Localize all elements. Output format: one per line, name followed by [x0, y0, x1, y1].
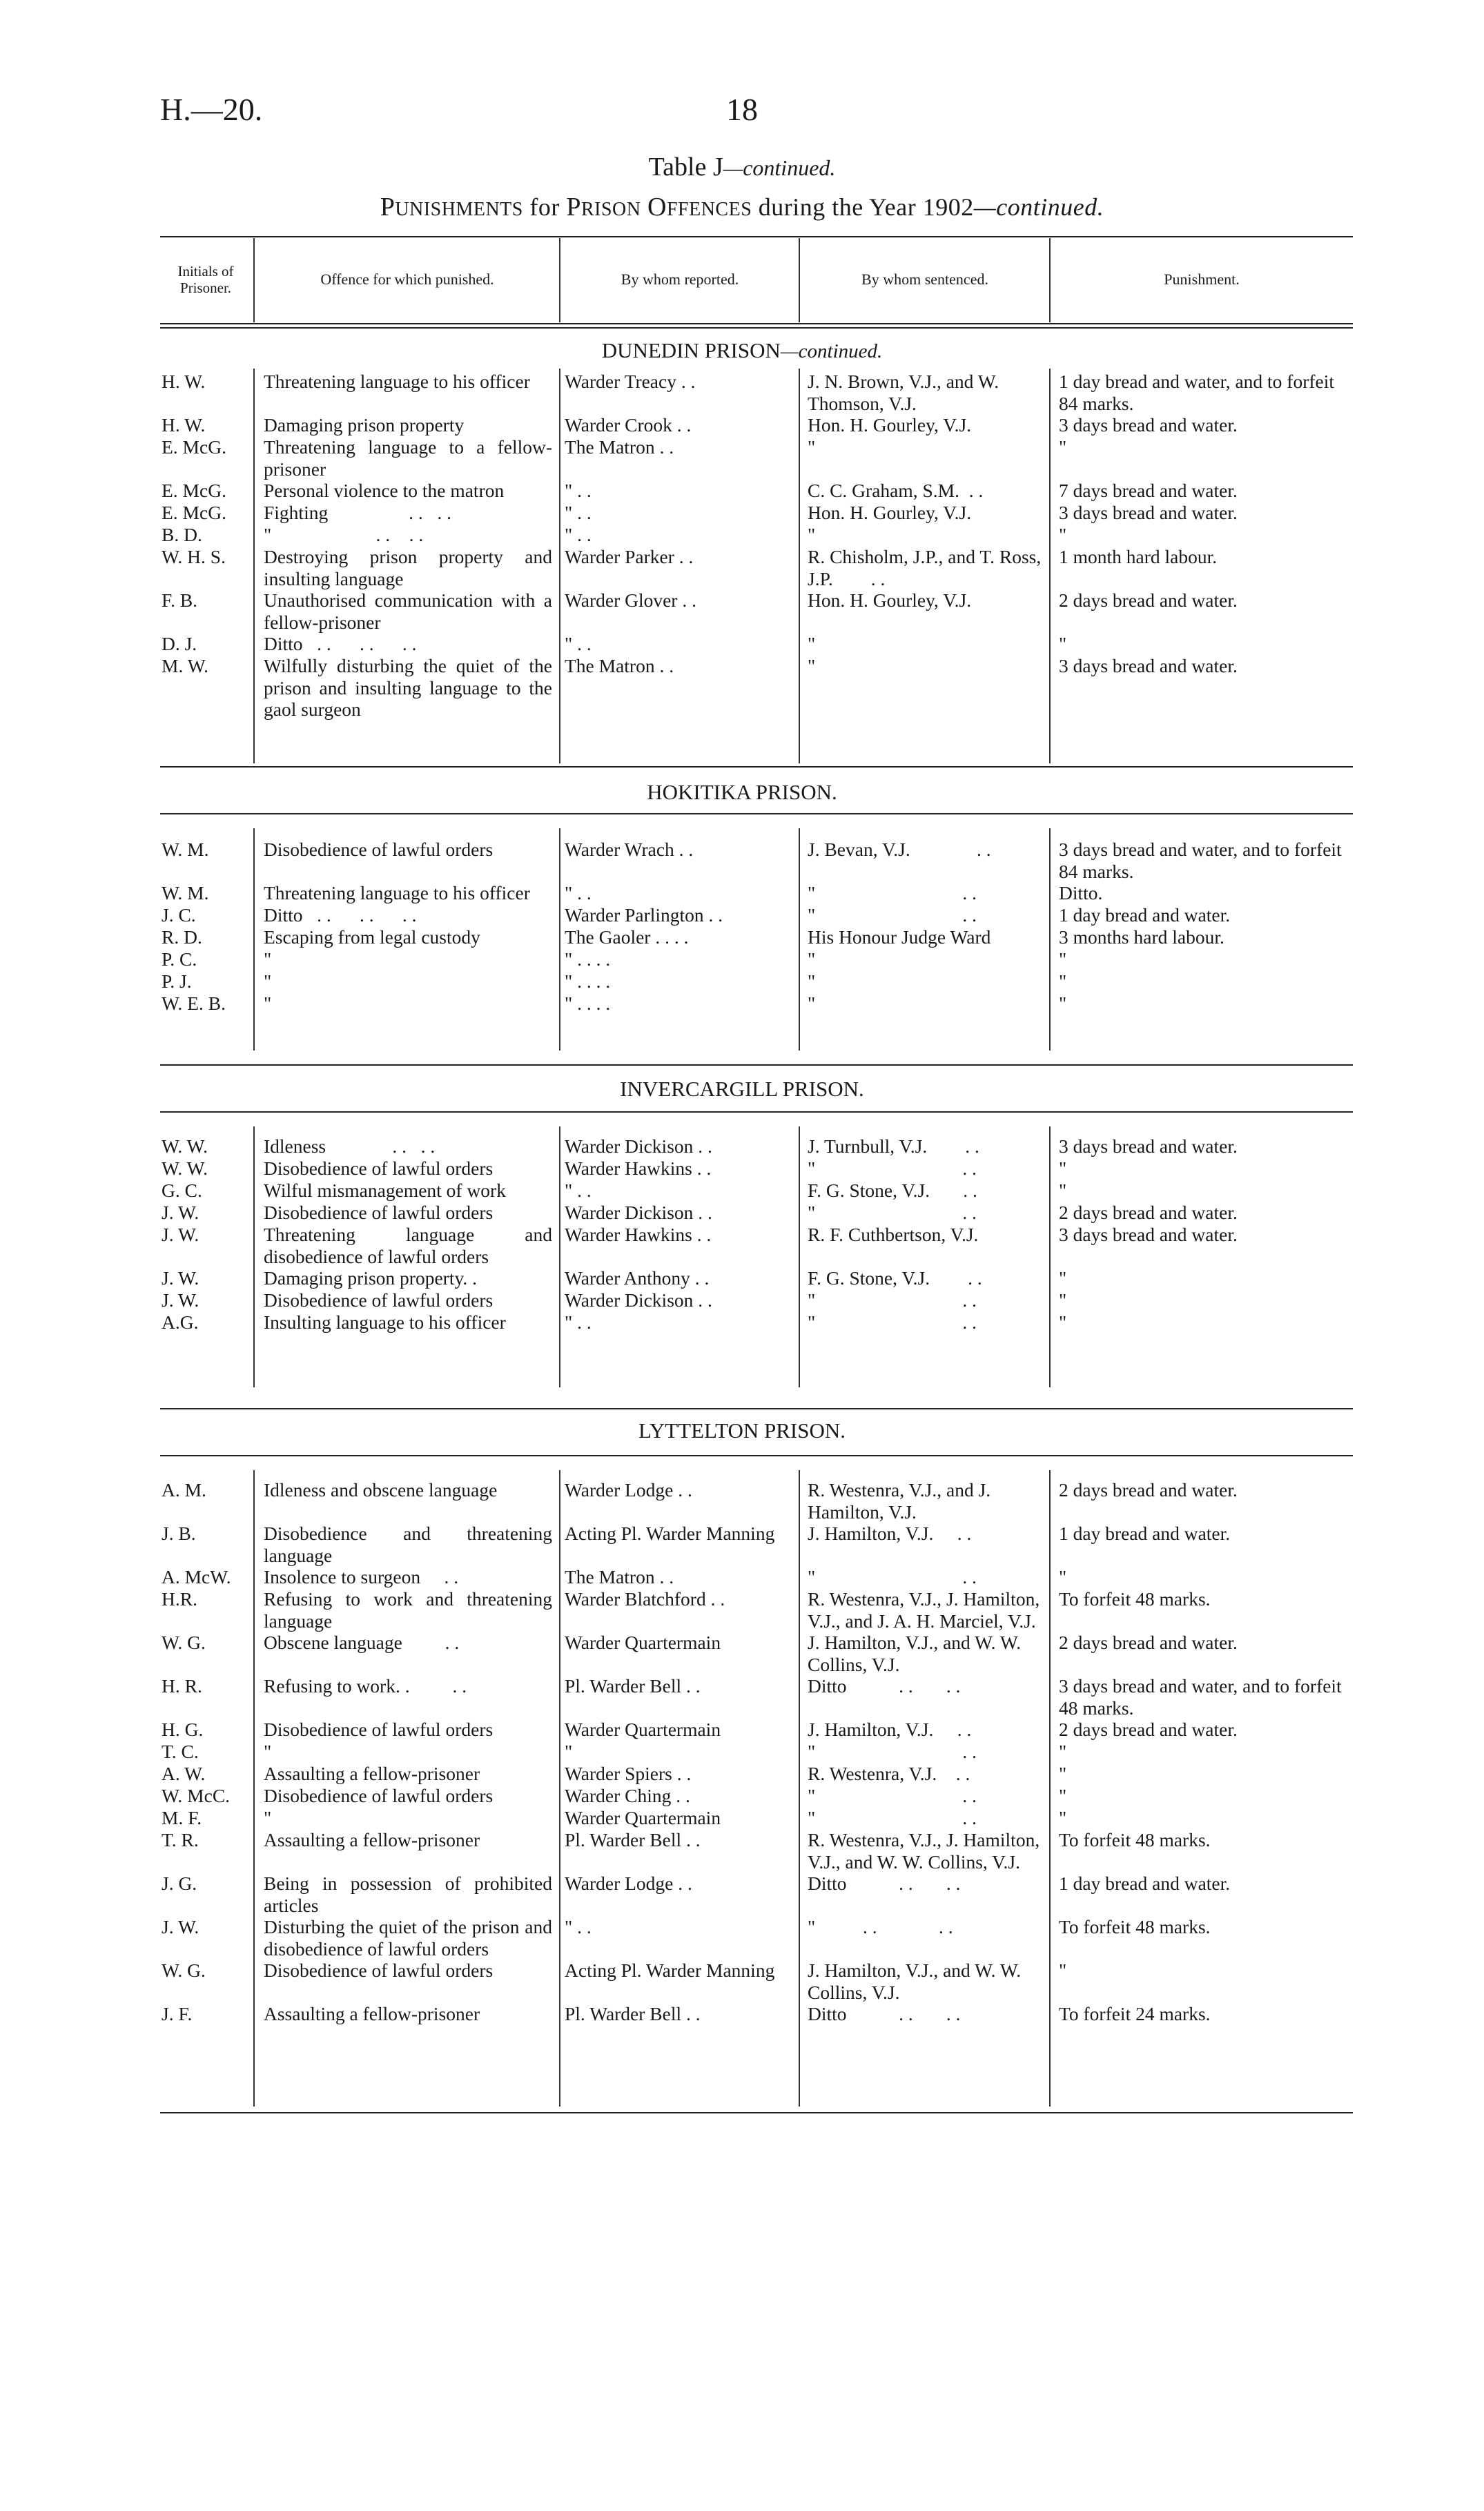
sentenced-by-cell: R. Chisholm, J.P., and T. Ross, J.P. . . — [808, 546, 1046, 589]
sentenced-by-cell: R. Westenra, V.J. . . — [808, 1763, 970, 1784]
punishment-cell: 3 days bread and water. — [1059, 502, 1238, 523]
sentenced-by-cell: F. G. Stone, V.J. . . — [808, 1180, 977, 1201]
table-row — [0, 502, 1484, 524]
sentenced-by-cell: His Honour Judge Ward — [808, 926, 991, 948]
reported-by-cell: Pl. Warder Bell . . — [565, 1829, 701, 1850]
initials-cell: M. W. — [162, 655, 209, 676]
reported-by-cell: Warder Dickison . . — [565, 1289, 712, 1311]
initials-cell: T. C. — [162, 1741, 199, 1762]
offence-cell: Idleness . . . . — [264, 1135, 436, 1157]
initials-cell: W. G. — [162, 1632, 206, 1653]
reported-by-cell: Warder Anthony . . — [565, 1267, 710, 1289]
punishment-cell: " — [1059, 633, 1067, 654]
table-row — [0, 1224, 1484, 1267]
reported-by-cell: " . . — [565, 502, 592, 523]
table-row — [0, 1566, 1484, 1588]
column-separator — [253, 238, 255, 322]
sentenced-by-cell: J. Hamilton, V.J., and W. W. Collins, V.J. — [808, 1960, 1026, 2003]
reported-by-cell: " . . . . — [565, 970, 611, 992]
table-row — [0, 1311, 1484, 1333]
section-title-dunedin — [0, 338, 1484, 363]
sentenced-by-cell: " . . — [808, 1202, 977, 1223]
reported-by-cell: Warder Dickison . . — [565, 1202, 712, 1223]
offence-cell: Damaging prison property — [264, 414, 465, 436]
sentenced-by-cell: " — [808, 655, 816, 676]
sentenced-by-cell: Ditto . . . . — [808, 2003, 961, 2024]
table-row — [0, 882, 1484, 904]
sentenced-by-cell: " . . — [808, 904, 977, 926]
table-row — [0, 839, 1484, 882]
offence-cell: Disobedience of lawful orders — [264, 1960, 494, 1981]
table-row — [0, 1675, 1484, 1719]
column-header-punishment: Punishment. — [1164, 271, 1240, 289]
offence-cell: Idleness and obscene language — [264, 1479, 498, 1501]
column-separator — [799, 238, 800, 322]
table-row — [0, 1202, 1484, 1224]
reported-by-cell: " . . . . — [565, 993, 611, 1014]
initials-cell: W. G. — [162, 1960, 206, 1981]
initials-cell: F. B. — [162, 589, 198, 611]
sentenced-by-cell: R. Westenra, V.J., J. Hamilton, V.J., and J. A. H. Marciel, V.J. — [808, 1588, 1044, 1632]
initials-cell: W. McC. — [162, 1785, 231, 1806]
table-row — [0, 1960, 1484, 2003]
table-title-continued: —continued. — [723, 155, 836, 180]
initials-cell: W. W. — [162, 1157, 208, 1179]
table-row — [0, 633, 1484, 655]
offence-cell: Ditto . . . . . . — [264, 633, 417, 654]
initials-cell: H.R. — [162, 1588, 197, 1610]
reported-by-cell: " . . — [565, 1916, 592, 1937]
table-row — [0, 1135, 1484, 1157]
offence-cell: Disobedience of lawful orders — [264, 1157, 494, 1179]
sentenced-by-cell: " . . — [808, 1807, 977, 1828]
table-row — [0, 970, 1484, 993]
reported-by-cell: Warder Parlington . . — [565, 904, 723, 926]
table-row — [0, 546, 1484, 589]
offence-cell: Disobedience of lawful orders — [264, 1202, 494, 1223]
section-title-text: HOKITIKA PRISON. — [647, 780, 837, 804]
table-title — [0, 152, 1484, 182]
punishment-cell: 2 days bread and water. — [1059, 1479, 1238, 1501]
sentenced-by-cell: " . . — [808, 1311, 977, 1333]
initials-cell: J. B. — [162, 1523, 196, 1544]
subtitle-continued: —continued. — [973, 193, 1104, 221]
table-row — [0, 993, 1484, 1015]
reported-by-cell: The Matron . . — [565, 436, 674, 458]
section-title-rule — [160, 1111, 1353, 1113]
column-header-sentenced: By whom sentenced. — [861, 271, 988, 289]
reported-by-cell: Warder Lodge . . — [565, 1479, 692, 1501]
punishment-cell: 3 days bread and water. — [1059, 414, 1238, 436]
punishment-cell: " — [1059, 1566, 1067, 1587]
initials-cell: D. J. — [162, 633, 197, 654]
reported-by-cell: The Matron . . — [565, 655, 674, 676]
punishment-cell: 3 days bread and water, and to forfeit 48 marks. — [1059, 1675, 1347, 1719]
reported-by-cell: Warder Parker . . — [565, 546, 694, 567]
punishment-cell: " — [1059, 993, 1067, 1014]
reported-by-cell: " . . . . — [565, 948, 611, 970]
punishment-cell: " — [1059, 524, 1067, 545]
initials-cell: W. M. — [162, 882, 209, 903]
section-title-hokitika — [0, 780, 1484, 805]
initials-cell: J. G. — [162, 1873, 197, 1894]
table-row — [0, 904, 1484, 926]
reported-by-cell: Warder Quartermain — [565, 1719, 721, 1740]
sentenced-by-cell: Ditto . . . . — [808, 1873, 961, 1894]
section-title-text: LYTTELTON PRISON. — [638, 1418, 846, 1443]
sentenced-by-cell: " . . — [808, 1289, 977, 1311]
sentenced-by-cell: " . . — [808, 882, 977, 903]
offence-cell: Escaping from legal custody — [264, 926, 480, 948]
table-row — [0, 926, 1484, 948]
column-header-reported: By whom reported. — [621, 271, 739, 289]
initials-cell: A. W. — [162, 1763, 206, 1784]
initials-cell: H. G. — [162, 1719, 204, 1740]
header-top-rule — [160, 236, 1353, 237]
reported-by-cell: Warder Lodge . . — [565, 1873, 692, 1894]
table-row — [0, 1741, 1484, 1763]
reported-by-cell: " . . — [565, 882, 592, 903]
sentenced-by-cell: " — [808, 633, 816, 654]
sentenced-by-cell: " . . — [808, 1741, 977, 1762]
punishment-cell: 3 days bread and water. — [1059, 1224, 1238, 1245]
table-row — [0, 480, 1484, 502]
initials-cell: J. W. — [162, 1289, 199, 1311]
subtitle-word: during the Year 1902 — [758, 193, 974, 221]
table-subtitle — [0, 192, 1484, 222]
initials-cell: W. W. — [162, 1135, 208, 1157]
punishment-cell: 7 days bread and water. — [1059, 480, 1238, 501]
subtitle-word: P — [380, 193, 396, 222]
reported-by-cell: " . . — [565, 633, 592, 654]
offence-cell: Disobedience of lawful orders — [264, 1785, 494, 1806]
initials-cell: B. D. — [162, 524, 202, 545]
table-row — [0, 371, 1484, 414]
table-row — [0, 948, 1484, 970]
offence-cell: " — [264, 948, 272, 970]
table-row — [0, 589, 1484, 633]
punishment-cell: To forfeit 48 marks. — [1059, 1916, 1211, 1937]
offence-cell: Ditto . . . . . . — [264, 904, 417, 926]
reported-by-cell: Pl. Warder Bell . . — [565, 2003, 701, 2024]
table-row — [0, 1157, 1484, 1180]
section-end-rule — [160, 766, 1353, 768]
punishment-cell: " — [1059, 970, 1067, 992]
section-end-rule — [160, 1408, 1353, 1409]
reported-by-cell: Warder Treacy . . — [565, 371, 696, 392]
subtitle-word: RISON — [580, 199, 641, 220]
offence-cell: Destroying prison property and insulting language — [264, 546, 557, 589]
table-row — [0, 414, 1484, 436]
punishment-cell: " — [1059, 1785, 1067, 1806]
column-separator — [1049, 238, 1051, 322]
sentenced-by-cell: J. Hamilton, V.J. . . — [808, 1523, 972, 1544]
offence-cell: Fighting . . . . — [264, 502, 451, 523]
offence-cell: Assaulting a fellow-prisoner — [264, 2003, 480, 2024]
reported-by-cell: " . . — [565, 1180, 592, 1201]
sentenced-by-cell: Hon. H. Gourley, V.J. — [808, 502, 972, 523]
offence-cell: " — [264, 993, 272, 1014]
sentenced-by-cell: " — [808, 970, 816, 992]
table-row — [0, 1479, 1484, 1523]
offence-cell: " — [264, 970, 272, 992]
table-row — [0, 1289, 1484, 1311]
punishment-cell: " — [1059, 948, 1067, 970]
reported-by-cell: The Gaoler . . . . — [565, 926, 689, 948]
table-row — [0, 1916, 1484, 1960]
table-row — [0, 524, 1484, 546]
initials-cell: J. W. — [162, 1916, 199, 1937]
reported-by-cell: Acting Pl. Warder Manning — [565, 1523, 775, 1544]
punishment-cell: " — [1059, 1741, 1067, 1762]
section-rows-invercargill — [0, 1135, 1484, 1333]
reported-by-cell: Warder Dickison . . — [565, 1135, 712, 1157]
subtitle-word: UNISHMENTS — [395, 199, 523, 220]
offence-cell: Assaulting a fellow-prisoner — [264, 1763, 480, 1784]
punishment-cell: 1 day bread and water. — [1059, 1523, 1231, 1544]
punishment-cell: 1 day bread and water, and to forfeit 84 marks. — [1059, 371, 1339, 414]
offence-cell: Disobedience of lawful orders — [264, 839, 494, 860]
offence-cell: Disobedience and threatening language — [264, 1523, 557, 1566]
punishment-cell: " — [1059, 1180, 1067, 1201]
sentenced-by-cell: " . . — [808, 1157, 977, 1179]
initials-cell: E. McG. — [162, 502, 226, 523]
reported-by-cell: Acting Pl. Warder Manning — [565, 1960, 775, 1981]
table-row — [0, 1763, 1484, 1785]
punishment-cell: " — [1059, 436, 1067, 458]
punishment-cell: 1 day bread and water. — [1059, 904, 1231, 926]
reported-by-cell: " — [565, 1741, 573, 1762]
punishment-cell: " — [1059, 1289, 1067, 1311]
offence-cell: Damaging prison property. . — [264, 1267, 478, 1289]
sentenced-by-cell: J. Hamilton, V.J. . . — [808, 1719, 972, 1740]
punishment-cell: 3 days bread and water. — [1059, 655, 1238, 676]
sentenced-by-cell: " — [808, 524, 816, 545]
column-header-initials: Initials of Prisoner. — [177, 262, 234, 296]
offence-cell: Insulting language to his officer — [264, 1311, 506, 1333]
table-title-main: Table J — [648, 153, 723, 182]
table-row — [0, 1829, 1484, 1873]
section-rows-dunedin — [0, 371, 1484, 721]
punishment-cell: To forfeit 48 marks. — [1059, 1588, 1211, 1610]
initials-cell: W. M. — [162, 839, 209, 860]
initials-cell: H. W. — [162, 414, 206, 436]
initials-cell: W. E. B. — [162, 993, 226, 1014]
table-row — [0, 436, 1484, 480]
offence-cell: Refusing to work. . . . — [264, 1675, 467, 1697]
table-row — [0, 1180, 1484, 1202]
section-title-text: INVERCARGILL PRISON. — [620, 1077, 864, 1101]
subtitle-word: P — [566, 193, 581, 222]
offence-cell: Assaulting a fellow-prisoner — [264, 1829, 480, 1850]
initials-cell: A.G. — [162, 1311, 199, 1333]
punishment-cell: 3 days bread and water, and to forfeit 84 marks. — [1059, 839, 1347, 882]
punishment-cell: To forfeit 24 marks. — [1059, 2003, 1211, 2024]
offence-cell: Disturbing the quiet of the prison and disobedience of lawful orders — [264, 1916, 557, 1960]
punishment-cell: " — [1059, 1960, 1067, 1981]
initials-cell: A. M. — [162, 1479, 206, 1501]
table-row — [0, 2003, 1484, 2025]
initials-cell: J. W. — [162, 1224, 199, 1245]
offence-cell: Personal violence to the matron — [264, 480, 505, 501]
offence-cell: Disobedience of lawful orders — [264, 1289, 494, 1311]
punishment-cell: 2 days bread and water. — [1059, 1632, 1238, 1653]
punishment-cell: " — [1059, 1311, 1067, 1333]
reported-by-cell: Warder Wrach . . — [565, 839, 694, 860]
reported-by-cell: Warder Hawkins . . — [565, 1157, 712, 1179]
table-row — [0, 1588, 1484, 1632]
punishment-cell: 1 month hard labour. — [1059, 546, 1218, 567]
initials-cell: W. H. S. — [162, 546, 226, 567]
initials-cell: A. McW. — [162, 1566, 231, 1587]
initials-cell: J. C. — [162, 904, 196, 926]
column-separator — [559, 238, 560, 322]
offence-cell: " . . . . — [264, 524, 424, 545]
offence-cell: Threatening language and disobedience of lawful orders — [264, 1224, 557, 1267]
punishment-cell: " — [1059, 1267, 1067, 1289]
section-title-rule — [160, 813, 1353, 814]
offence-cell: Disobedience of lawful orders — [264, 1719, 494, 1740]
reported-by-cell: Warder Ching . . — [565, 1785, 690, 1806]
punishment-cell: To forfeit 48 marks. — [1059, 1829, 1211, 1850]
offence-cell: Threatening language to his officer — [264, 882, 530, 903]
section-rows-hokitika — [0, 839, 1484, 1015]
punishment-cell: 2 days bread and water. — [1059, 1719, 1238, 1740]
initials-cell: P. J. — [162, 970, 192, 992]
sentenced-by-cell: R. F. Cuthbertson, V.J. — [808, 1224, 979, 1245]
sentenced-by-cell: F. G. Stone, V.J. . . — [808, 1267, 982, 1289]
offence-cell: Wilful mismanagement of work — [264, 1180, 506, 1201]
table-row — [0, 1632, 1484, 1675]
reported-by-cell: Warder Blatchford . . — [565, 1588, 725, 1610]
column-header-offence: Offence for which punished. — [320, 271, 494, 289]
sentenced-by-cell: R. Westenra, V.J., J. Hamilton, V.J., and W. W. Collins, V.J. — [808, 1829, 1044, 1873]
header-bottom-rule — [160, 327, 1353, 329]
offence-cell: Being in possession of prohibited articles — [264, 1873, 557, 1916]
reported-by-cell: The Matron . . — [565, 1566, 674, 1587]
table-row — [0, 1523, 1484, 1566]
section-title-rule — [160, 1455, 1353, 1456]
sentenced-by-cell: Ditto . . . . — [808, 1675, 961, 1697]
reported-by-cell: Warder Spiers . . — [565, 1763, 692, 1784]
section-rows-lyttelton — [0, 1479, 1484, 2025]
table-row — [0, 1873, 1484, 1916]
offence-cell: Threatening language to a fellow-prisoner — [264, 436, 552, 480]
initials-cell: R. D. — [162, 926, 202, 948]
sentenced-by-cell: J. Hamilton, V.J., and W. W. Collins, V.J. — [808, 1632, 1026, 1675]
offence-cell: Refusing to work and threatening language — [264, 1588, 557, 1632]
sentenced-by-cell: " — [808, 436, 816, 458]
subtitle-word: FFENCES — [666, 199, 752, 220]
initials-cell: J. W. — [162, 1202, 199, 1223]
sentenced-by-cell: J. Turnbull, V.J. . . — [808, 1135, 979, 1157]
header-bottom-rule — [160, 323, 1353, 324]
table-row — [0, 655, 1484, 721]
reported-by-cell: " . . — [565, 524, 592, 545]
table-end-rule — [160, 2112, 1353, 2113]
offence-cell: " — [264, 1807, 272, 1828]
sentenced-by-cell: R. Westenra, V.J., and J. Hamilton, V.J. — [808, 1479, 996, 1523]
section-end-rule — [160, 1064, 1353, 1066]
section-title-suffix: —continued. — [780, 340, 883, 362]
initials-cell: J. W. — [162, 1267, 199, 1289]
initials-cell: E. McG. — [162, 480, 226, 501]
sentenced-by-cell: C. C. Graham, S.M. . . — [808, 480, 984, 501]
offence-cell: " — [264, 1741, 272, 1762]
initials-cell: H. R. — [162, 1675, 202, 1697]
punishment-cell: 3 months hard labour. — [1059, 926, 1224, 948]
sentenced-by-cell: " — [808, 948, 816, 970]
subtitle-word: for — [529, 193, 560, 221]
offence-cell: Obscene language . . — [264, 1632, 460, 1653]
initials-cell: P. C. — [162, 948, 197, 970]
sentenced-by-cell: Hon. H. Gourley, V.J. — [808, 589, 972, 611]
reported-by-cell: " . . — [565, 480, 592, 501]
sentenced-by-cell: " . . — [808, 1785, 977, 1806]
punishment-cell: " — [1059, 1763, 1067, 1784]
table-row — [0, 1785, 1484, 1807]
reported-by-cell: " . . — [565, 1311, 592, 1333]
sentenced-by-cell: " . . . . — [808, 1916, 953, 1937]
initials-cell: J. F. — [162, 2003, 193, 2024]
document-code: H.—20. — [160, 92, 263, 127]
section-title-invercargill — [0, 1077, 1484, 1102]
reported-by-cell: Pl. Warder Bell . . — [565, 1675, 701, 1697]
punishment-cell: " — [1059, 1807, 1067, 1828]
table-row — [0, 1807, 1484, 1829]
initials-cell: G. C. — [162, 1180, 202, 1201]
punishment-cell: 2 days bread and water. — [1059, 1202, 1238, 1223]
table-row — [0, 1719, 1484, 1741]
sentenced-by-cell: Hon. H. Gourley, V.J. — [808, 414, 972, 436]
table-row — [0, 1267, 1484, 1289]
sentenced-by-cell: J. N. Brown, V.J., and W. Thomson, V.J. — [808, 371, 1004, 414]
offence-cell: Threatening language to his officer — [264, 371, 530, 392]
offence-cell: Unauthorised communication with a fellow-prisoner — [264, 589, 557, 633]
initials-cell: H. W. — [162, 371, 206, 392]
sentenced-by-cell: " . . — [808, 1566, 977, 1587]
offence-cell: Insolence to surgeon . . — [264, 1566, 459, 1587]
sentenced-by-cell: J. Bevan, V.J. . . — [808, 839, 991, 860]
punishment-cell: " — [1059, 1157, 1067, 1179]
punishment-cell: 2 days bread and water. — [1059, 589, 1238, 611]
punishment-cell: 3 days bread and water. — [1059, 1135, 1238, 1157]
initials-cell: E. McG. — [162, 436, 226, 458]
page-number: 18 — [726, 92, 758, 127]
offence-cell: Wilfully disturbing the quiet of the prison and insulting language to the gaol surgeon — [264, 655, 557, 720]
punishment-cell: Ditto. — [1059, 882, 1103, 903]
reported-by-cell: Warder Hawkins . . — [565, 1224, 712, 1245]
reported-by-cell: Warder Quartermain — [565, 1632, 721, 1653]
subtitle-word: O — [647, 193, 667, 222]
section-title-lyttelton — [0, 1418, 1484, 1443]
initials-cell: T. R. — [162, 1829, 199, 1850]
initials-cell: M. F. — [162, 1807, 202, 1828]
punishment-cell: 1 day bread and water. — [1059, 1873, 1231, 1894]
reported-by-cell: Warder Quartermain — [565, 1807, 721, 1828]
reported-by-cell: Warder Glover . . — [565, 589, 696, 611]
section-title-text: DUNEDIN PRISON — [601, 338, 781, 362]
sentenced-by-cell: " — [808, 993, 816, 1014]
reported-by-cell: Warder Crook . . — [565, 414, 692, 436]
